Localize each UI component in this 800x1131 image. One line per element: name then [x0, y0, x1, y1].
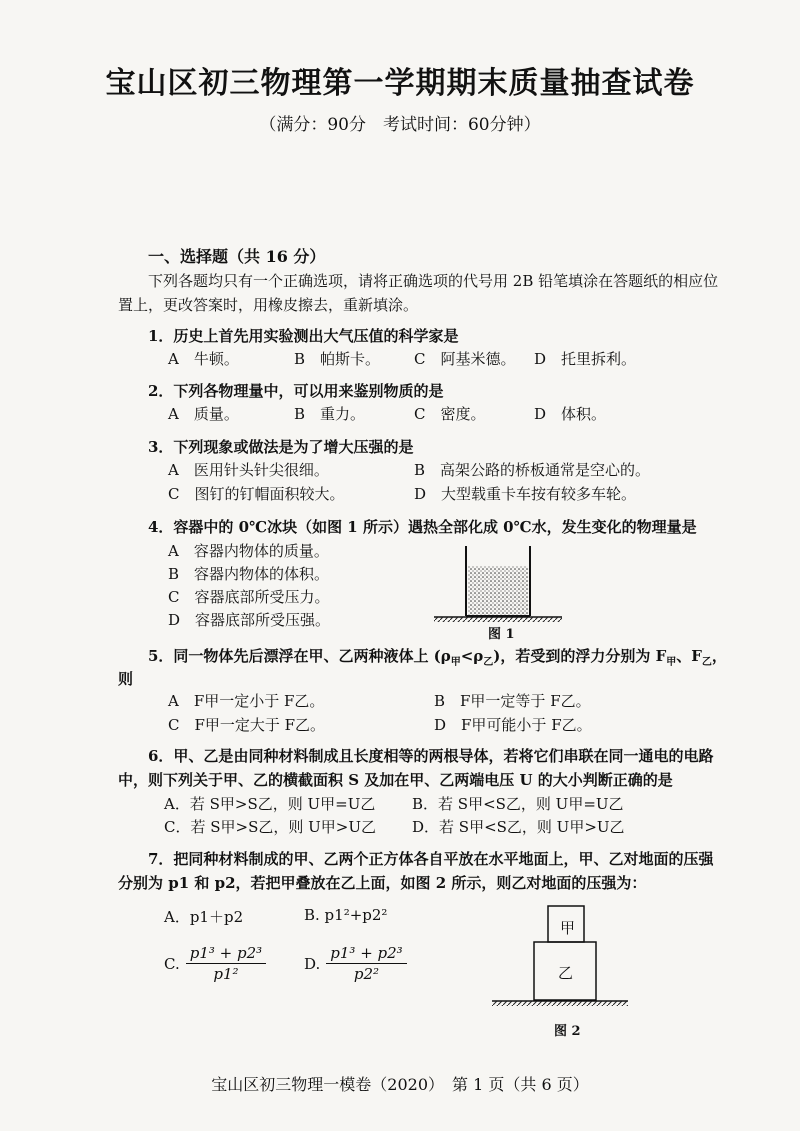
figure-2-label: 图 2: [554, 1024, 581, 1039]
q1-stem: 1．历史上首先用实验测出大气压值的科学家是: [148, 327, 459, 345]
q4-option-a: A 容器内物体的质量。: [168, 542, 329, 560]
section-instruction-line1: 下列各题均只有一个正确选项，请将正确选项的代号用 2B 铅笔填涂在答题纸的相应位: [148, 272, 719, 290]
exam-title: 宝山区初三物理第一学期期末质量抽查试卷: [105, 66, 695, 101]
q7-option-d: D. $\frac{\text{p1³ + p2³}}{\text{p2²}}$: [304, 944, 407, 983]
q2-stem: 2．下列各物理量中，可以用来鉴别物质的是: [148, 382, 444, 400]
section-heading: 一、选择题（共 16 分）: [148, 247, 326, 266]
q2-option-a: A 质量。: [168, 405, 239, 423]
q7-stem-line1: 7．把同种材料制成的甲、乙两个正方体各自平放在水平地面上，甲、乙对地面的压强: [148, 850, 714, 868]
figure-1-label: 图 1: [488, 627, 515, 642]
q5-stem: 5．同一物体先后漂浮在甲、乙两种液体上 $(\rho_甲<\rho_乙)$，若受到的浮力分别为 $F_甲$、$F_乙$，: [148, 647, 727, 668]
q4-option-d: D 容器底部所受压强。: [168, 611, 331, 629]
q6-stem-line2: 中，则下列关于甲、乙的横截面积 S 及加在甲、乙两端电压 U 的大小判断正确的是: [118, 771, 673, 789]
q4-stem: 4．容器中的 0℃冰块（如图 1 所示）遇热全部化成 0℃水，发生变化的物理量是: [148, 518, 697, 536]
exam-subtitle: （满分：90分 考试时间：60分钟）: [259, 115, 541, 135]
q4-option-c: C 容器底部所受压力。: [168, 588, 330, 606]
q7-option-c-fraction: $\frac{\text{p1³ + p2³}}{\text{p1²}}$: [186, 944, 266, 983]
q5-option-b: B F甲一定等于 F乙。: [434, 692, 591, 710]
q5-option-a: A F甲一定小于 F乙。: [168, 692, 325, 710]
q7-option-c: C. $\frac{\text{p1³ + p2³}}{\text{p1²}}$: [164, 944, 266, 983]
q7-option-d-fraction: $\frac{\text{p1³ + p2³}}{\text{p2²}}$: [326, 944, 406, 983]
page-footer: 宝山区初三物理一模卷（2020） 第 1 页（共 6 页）: [211, 1075, 589, 1094]
q2-option-d: D 体积。: [534, 405, 607, 423]
q5-stem-continuation: 则: [118, 670, 134, 688]
q3-option-b: B 高架公路的桥板通常是空心的。: [414, 461, 651, 479]
cube-yi-label: 乙: [558, 964, 574, 982]
section-instruction-line2: 置上，更改答案时，用橡皮擦去，重新填涂。: [118, 296, 419, 314]
q6-option-b: B．若 S甲<S乙，则 U甲=U乙: [412, 795, 624, 813]
q7-stem-line2: 分别为 p1 和 p2，若把甲叠放在乙上面，如图 2 所示，则乙对地面的压强为：: [118, 874, 647, 892]
q6-option-a: A．若 S甲>S乙，则 U甲=U乙: [164, 795, 376, 813]
q1-option-a: A 牛顿。: [168, 350, 239, 368]
q1-option-c: C 阿基米德。: [414, 350, 516, 368]
q7-option-b: B. p1²+p2²: [304, 906, 388, 924]
q1-option-d: D 托里拆利。: [534, 350, 637, 368]
q1-option-b: B 帕斯卡。: [294, 350, 381, 368]
q3-stem: 3．下列现象或做法是为了增大压强的是: [148, 438, 414, 456]
ice-fill: [468, 566, 528, 616]
cube-jia-label: 甲: [560, 919, 576, 937]
q6-stem-line1: 6．甲、乙是由同种材料制成且长度相等的两根导体，若将它们串联在同一通电的电路: [148, 747, 714, 765]
q3-option-c: C 图钉的钉帽面积较大。: [168, 485, 345, 503]
q5-option-c: C F甲一定大于 F乙。: [168, 716, 326, 734]
q5-option-d: D F甲可能小于 F乙。: [434, 716, 592, 734]
ground-hatch-2: [492, 1001, 628, 1006]
figure-1-container-diagram: [430, 540, 570, 622]
q3-option-d: D 大型载重卡车按有较多车轮。: [414, 485, 637, 503]
q6-option-d: D．若 S甲<S乙，则 U甲>U乙: [412, 818, 625, 836]
q6-option-c: C．若 S甲>S乙，则 U甲>U乙: [164, 818, 376, 836]
q2-option-b: B 重力。: [294, 405, 366, 423]
q4-option-b: B 容器内物体的体积。: [168, 565, 330, 583]
q3-option-a: A 医用针头针尖很细。: [168, 461, 329, 479]
q2-option-c: C 密度。: [414, 405, 486, 423]
ground-hatch: [434, 617, 562, 622]
q7-option-a: A．p1＋p2: [164, 908, 244, 926]
